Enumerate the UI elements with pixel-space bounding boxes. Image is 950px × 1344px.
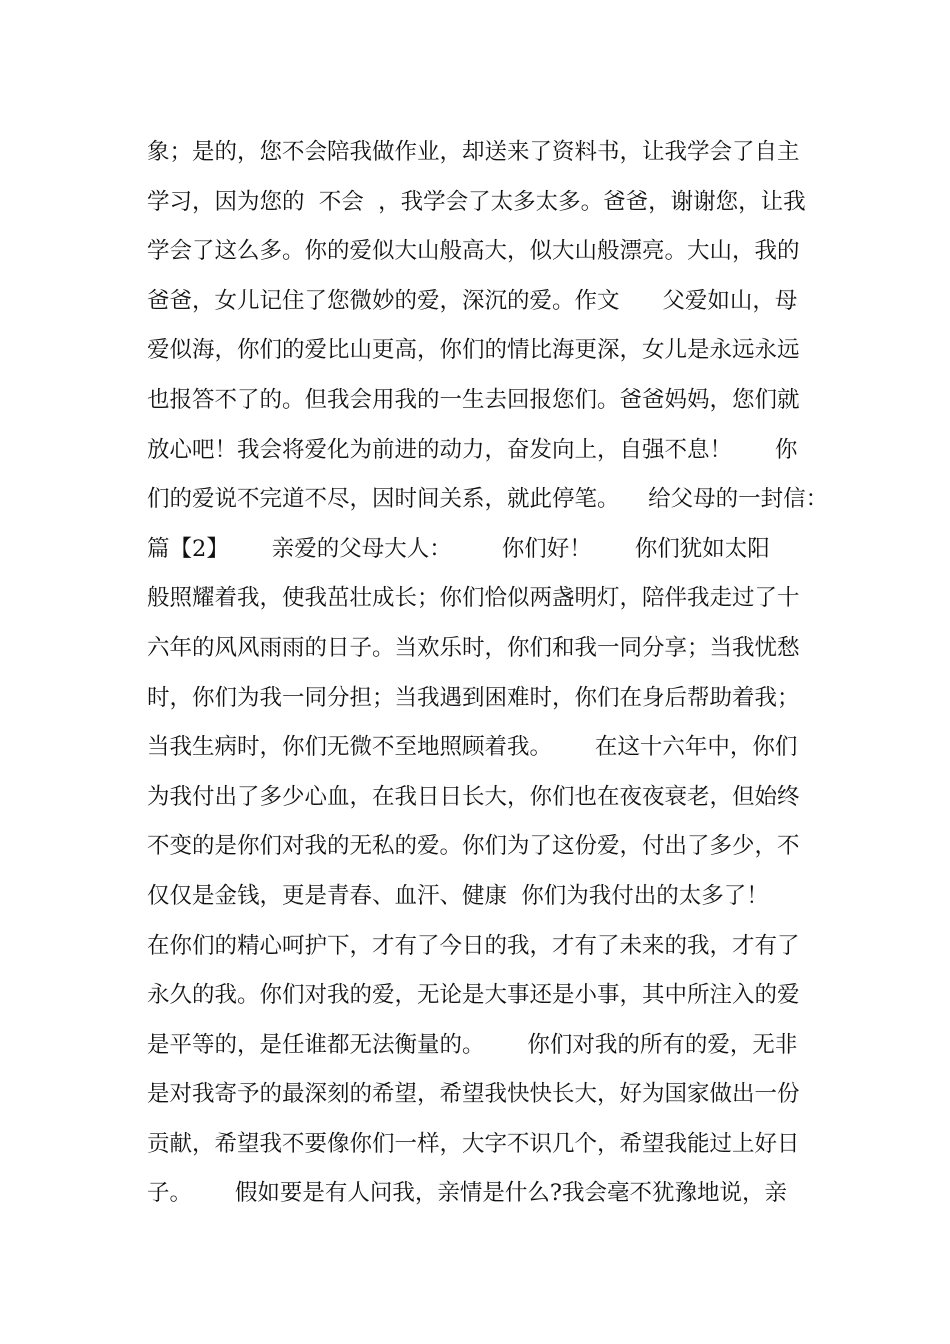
text-line: 时，你们为我一同分担；当我遇到困难时，你们在身后帮助着我； [147,684,800,711]
text-line: 在你们的精心呵护下，才有了今日的我，才有了未来的我，才有了 [147,932,800,959]
body-text [147,132,837,1223]
text-line: 学会了这么多。你的爱似大山般高大，似大山般漂亮。大山，我的 [147,238,800,265]
text-line: 是对我寄予的最深刻的希望，希望我快快长大，好为国家做出一份 [147,1081,800,1108]
text-line: 爱似海，你们的爱比山更高，你们的情比海更深，女儿是永远永远 [147,337,800,364]
text-line: 为我付出了多少心血，在我日日长大，你们也在夜夜衰老，但始终 [147,783,800,810]
text-line: 贡献，希望我不要像你们一样，大字不识几个，希望我能过上好日 [147,1130,800,1157]
text-line: 篇【2】 亲爱的父母大人： 你们好！ 你们犹如太阳 [147,535,770,562]
text-line: 是平等的，是任谁都无法衡量的。 你们对我的所有的爱，无非 [147,1031,798,1058]
text-line: 六年的风风雨雨的日子。当欢乐时，你们和我一同分享；当我忧愁 [147,634,800,661]
text-line: 象；是的，您不会陪我做作业，却送来了资料书，让我学会了自主 [147,139,800,165]
text-line: 学习，因为您的 不会 ，我学会了太多太多。爸爸，谢谢您，让我 [147,188,806,215]
text-line: 仅仅是金钱，更是青春、血汗、健康 你们为我付出的太多了！ [147,882,769,909]
text-line: 也报答不了的。但我会用我的一生去回报您们。爸爸妈妈，您们就 [147,386,800,413]
text-line: 们的爱说不完道不尽，因时间关系，就此停笔。 给父母的一封信： [147,486,829,513]
text-line: 不变的是你们对我的无私的爱。你们为了这份爱，付出了多少，不 [147,833,800,860]
text-line: 永久的我。你们对我的爱，无论是大事还是小事，其中所注入的爱 [147,982,800,1009]
text-line: 当我生病时，你们无微不至地照顾着我。 在这十六年中，你们 [147,734,798,761]
text-line: 放心吧！我会将爱化为前进的动力，奋发向上，自强不息！ 你 [147,436,798,463]
text-line: 爸爸，女儿记住了您微妙的爱，深沉的爱。作文 父爱如山，母 [147,287,798,314]
text-line: 般照耀着我，使我茁壮成长；你们恰似两盏明灯，陪伴我走过了十 [147,585,800,612]
text-line: 子。 假如要是有人问我，亲情是什么?我会毫不犹豫地说，亲 [147,1180,787,1207]
